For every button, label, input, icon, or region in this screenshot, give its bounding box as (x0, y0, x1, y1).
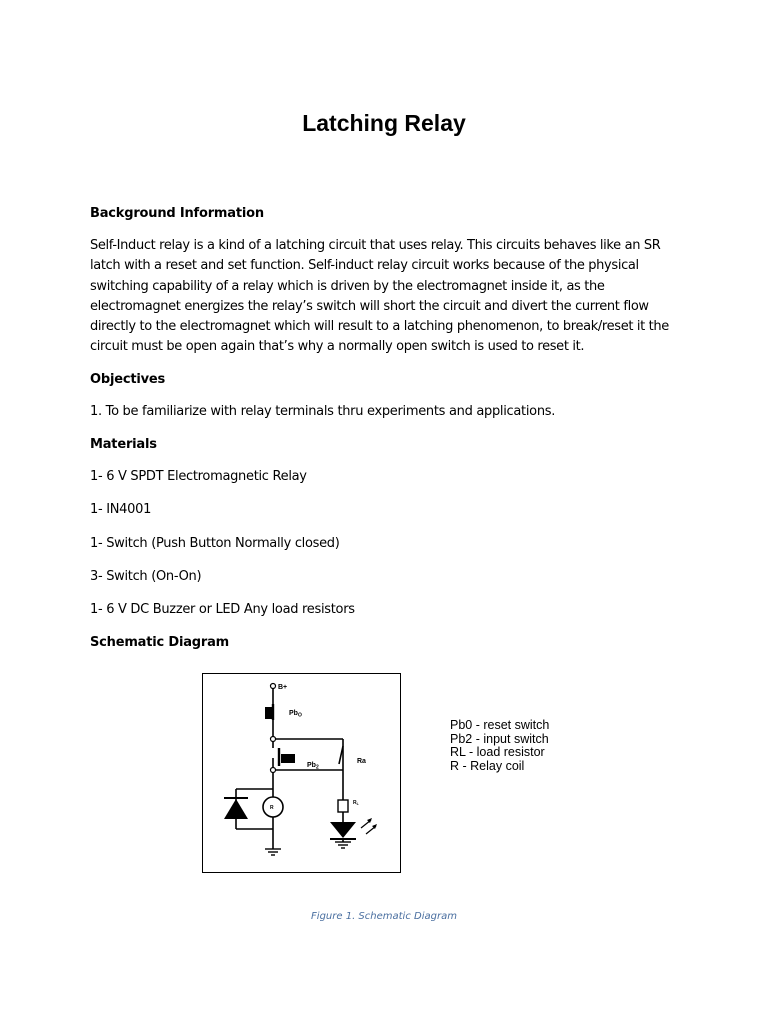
material-item: 1- 6 V DC Buzzer or LED Any load resistors (90, 602, 355, 617)
page-title: Latching Relay (302, 110, 466, 136)
schematic-heading: Schematic Diagram (90, 635, 230, 650)
diode (224, 798, 248, 819)
figure-caption: Figure 1. Schematic Diagram (311, 911, 457, 922)
legend-item: R - Relay coil (450, 758, 525, 773)
background-heading: Background Information (90, 206, 264, 221)
ground-symbol (265, 842, 351, 855)
pb2-label: $Pb_2$ (307, 762, 319, 771)
pb2-switch (279, 748, 295, 766)
legend-item: RL - load resistor (450, 745, 545, 760)
objective-item: 1. To be familiarize with relay terminals thru experiments and applications. (90, 404, 556, 419)
materials-heading: Materials (90, 437, 157, 452)
legend-item: Pb2 - input switch (450, 731, 549, 746)
supply-label: B+ (278, 684, 288, 691)
material-item: 1- Switch (Push Button Normally closed) (90, 536, 340, 551)
schematic-figure (202, 673, 401, 873)
schematic-legend (450, 719, 549, 773)
material-item: 3- Switch (On-On) (90, 569, 202, 584)
led (330, 818, 377, 839)
load-resistor (338, 800, 348, 812)
ra-label: Ra (357, 758, 366, 765)
rl-label: $R_L$ (353, 800, 359, 806)
relay-label: R (270, 805, 274, 811)
material-item: 1- 6 V SPDT Electromagnetic Relay (90, 469, 307, 484)
objectives-heading: Objectives (90, 372, 166, 387)
legend-item: Pb0 - reset switch (450, 718, 550, 732)
pb0-switch (265, 704, 273, 720)
background-paragraph: Self-Induct relay is a kind of a latching circuit that uses relay. This circuits behaves like an SR latch with a reset and set function. Self-induct relay circuit works because of the physical switching capability of a relay which is driven by the electromagnet inside it, as the electromagnet energizes the relay’s switch will short the circuit and divert the current flow directly to the electromagnet which will result to a latching phenomenon, to break/reset it the circuit must be open again that’s why a normally open switch is used to reset it. (90, 238, 669, 355)
material-item: 1- IN4001 (90, 502, 152, 517)
pb0-label: $Pb_O$ (289, 710, 302, 719)
schematic-diagram (203, 674, 400, 872)
